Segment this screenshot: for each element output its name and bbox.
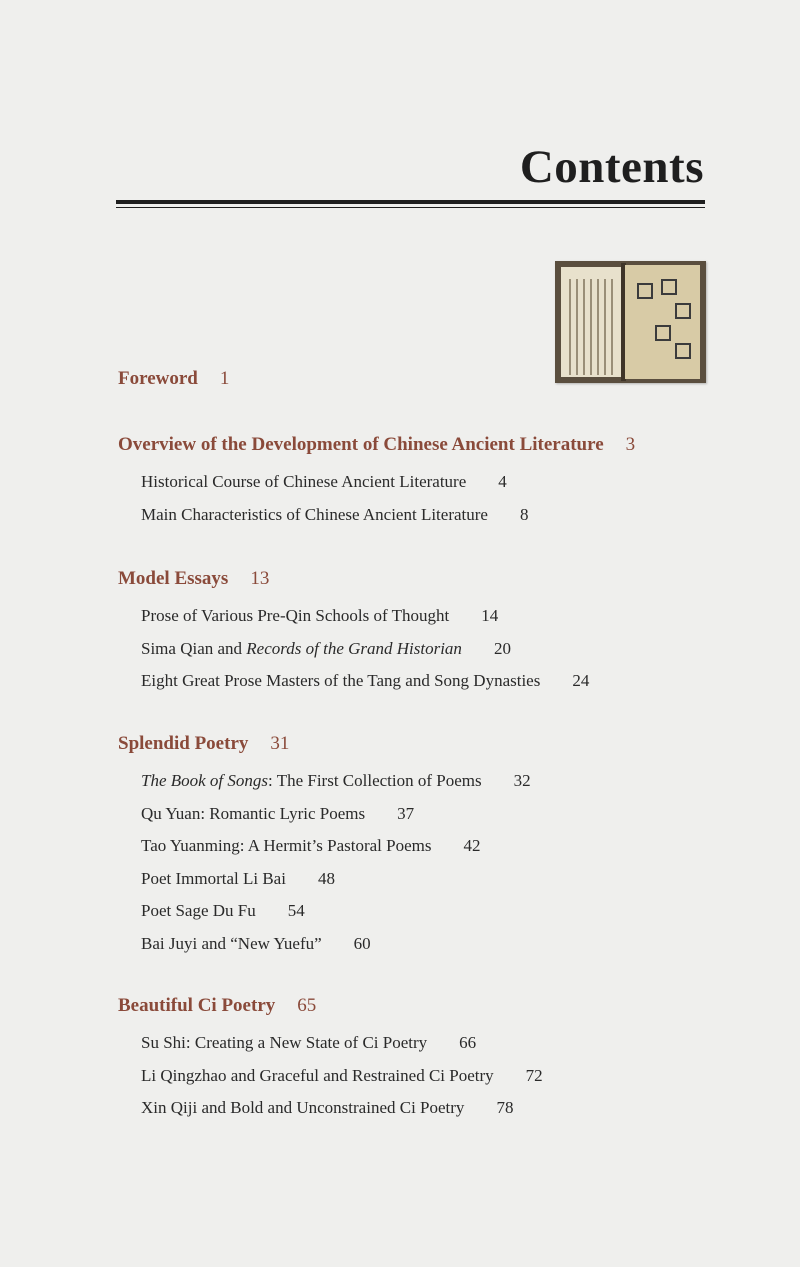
entry-page-number: 24 [572, 671, 590, 690]
entry-title-text: Main Characteristics of Chinese Ancient Literature [141, 504, 488, 524]
entry-title-text: Su Shi: Creating a New State of Ci Poetry [141, 1033, 428, 1052]
book-left-page [561, 267, 623, 377]
entry-title-text: Prose of Various Pre-Qin Schools of Thought [141, 606, 450, 625]
chapter-title: Foreword [118, 368, 198, 389]
chapter-title: Beautiful Ci Poetry [118, 995, 276, 1016]
entry-page-number: 14 [481, 606, 499, 625]
ancient-book-image [555, 261, 706, 383]
chapter-title: Overview of the Development of Chinese Ancient Literature [118, 434, 604, 455]
entry-title-text: Xin Qiji and Bold and Unconstrained Ci Poetry [141, 1098, 465, 1117]
toc-entry[interactable] [141, 1066, 543, 1086]
entry-page-number: 42 [463, 836, 481, 855]
entry-page-number: 66 [459, 1033, 477, 1052]
chapter-heading[interactable] [118, 995, 316, 1017]
toc-entry[interactable] [141, 836, 480, 856]
chapter-heading[interactable] [118, 568, 269, 590]
chapter-page-number: 31 [270, 733, 290, 754]
entry-title-text: Li Qingzhao and Graceful and Restrained Ci Poetry [141, 1065, 494, 1085]
entry-title-italic: Records of the Grand Historian [246, 638, 462, 658]
entry-page-number: 4 [498, 472, 507, 491]
chapter-page-number: 65 [297, 995, 317, 1016]
toc-entry[interactable] [141, 606, 498, 626]
entry-title-text: Poet Sage Du Fu [141, 901, 256, 920]
title-rule-thin [116, 207, 705, 208]
entry-title-text: Tao Yuanming: A Hermit’s Pastoral Poems [141, 836, 432, 855]
entry-title-text: Eight Great Prose Masters of the Tang and Song Dynasties [141, 671, 541, 690]
entry-page-number: 72 [525, 1065, 543, 1085]
entry-page-number: 48 [317, 868, 335, 888]
chapter-heading[interactable] [118, 368, 229, 390]
chapter-title: Splendid Poetry [118, 733, 249, 754]
entry-page-number: 20 [493, 638, 511, 658]
entry-page-number: 78 [496, 1098, 514, 1117]
chapter-heading[interactable] [118, 733, 289, 755]
toc-entry[interactable] [141, 671, 589, 691]
entry-title-text: Historical Course of Chinese Ancient Literature [141, 472, 467, 491]
entry-page-number: 60 [353, 933, 371, 953]
entry-title-text: Bai Juyi and “New Yuefu” [141, 933, 322, 953]
chapter-page-number: 13 [250, 568, 270, 589]
toc-entry[interactable] [141, 901, 305, 921]
toc-entry[interactable] [141, 869, 335, 889]
chapter-page-number: 1 [219, 368, 230, 389]
toc-entry[interactable] [141, 771, 531, 791]
entry-title-text: : The First Collection of Poems [268, 771, 482, 790]
entry-page-number: 8 [519, 504, 529, 524]
page-title: Contents [519, 141, 704, 193]
title-rule-thick [116, 200, 705, 204]
chapter-page-number: 3 [625, 434, 636, 455]
book-right-page [625, 265, 700, 379]
entry-page-number: 37 [397, 803, 415, 823]
entry-page-number: 54 [287, 901, 305, 920]
entry-page-number: 32 [513, 771, 531, 790]
toc-entry[interactable] [141, 804, 414, 824]
toc-entry[interactable] [141, 472, 507, 492]
toc-entry[interactable] [141, 1098, 513, 1118]
entry-title-text: Poet Immortal Li Bai [141, 868, 286, 888]
entry-title-italic: The Book of Songs [141, 771, 269, 790]
toc-entry[interactable] [141, 505, 528, 525]
toc-entry[interactable] [141, 639, 511, 659]
toc-entry[interactable] [141, 1033, 476, 1053]
entry-title-text: Qu Yuan: Romantic Lyric Poems [141, 803, 366, 823]
entry-title-text: Sima Qian and [141, 638, 247, 658]
toc-entry[interactable] [141, 934, 371, 954]
chapter-heading[interactable] [118, 434, 635, 456]
chapter-title: Model Essays [118, 568, 229, 589]
